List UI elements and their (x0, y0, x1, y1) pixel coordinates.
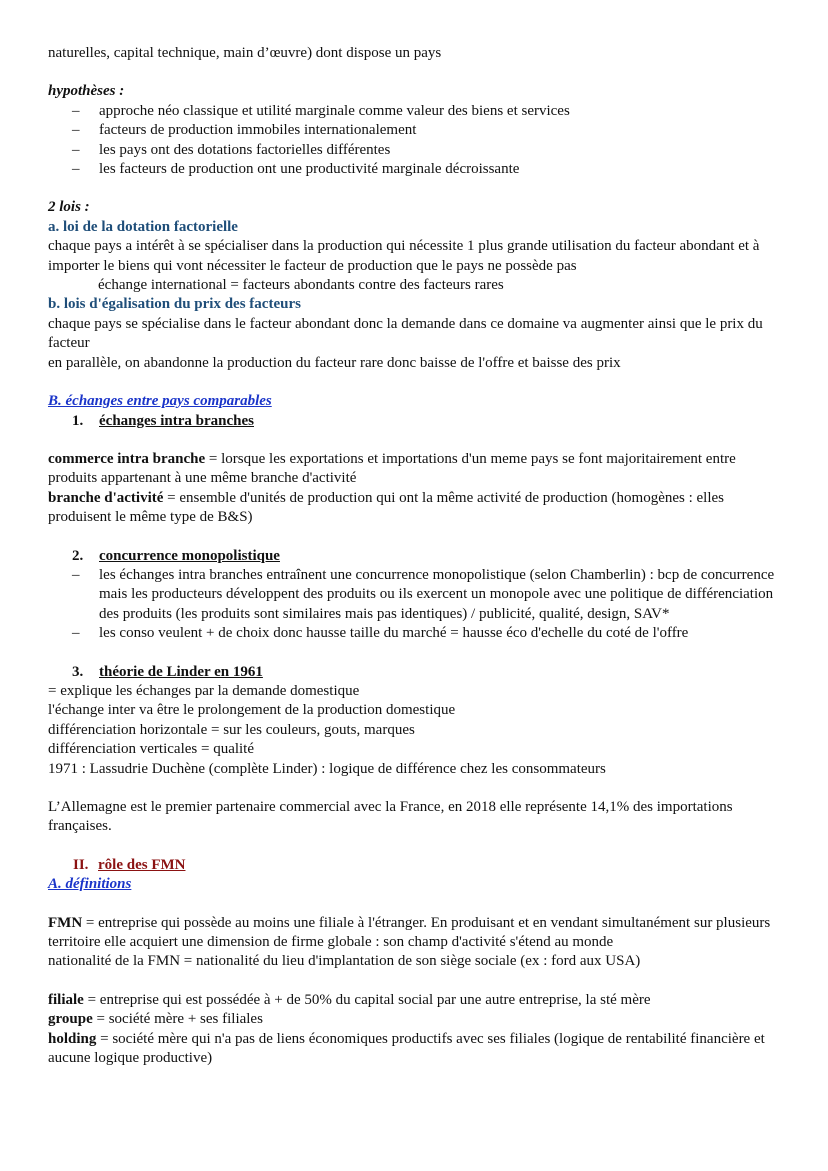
spacer (48, 63, 788, 82)
spacer (48, 528, 788, 547)
definition-commerce-intra (48, 450, 788, 489)
term: holding (48, 1030, 97, 1047)
concurrence-list (48, 566, 788, 644)
hypotheses-list (48, 102, 788, 180)
section-ii-heading (48, 856, 788, 875)
heading-number: 2. (72, 547, 84, 564)
definition-text: = entreprise qui est possédée à + de 50% du capital social par une autre entreprise, la sté mère (83, 991, 651, 1008)
linder-line: 1971 : Lassudrie Duchène (complète Linder) : logique de différence chez les consommateurs (48, 760, 606, 777)
spacer (48, 179, 788, 198)
definition-filiale (48, 991, 788, 1010)
heading-concurrence (48, 547, 788, 566)
list-item: – approche néo classique et utilité marginale comme valeur des biens et services (72, 102, 788, 121)
definition-branche (48, 489, 788, 528)
paragraph-top: naturelles, capital technique, main d’œuvre) dont dispose un pays (48, 45, 442, 61)
heading-text: rôle des FMN (98, 856, 186, 873)
definition-fmn (48, 914, 788, 953)
spacer (48, 644, 788, 663)
heading-intra-branches (48, 412, 788, 431)
term: FMN (48, 914, 83, 931)
term: branche d'activité (48, 489, 164, 506)
list-item: – les pays ont des dotations factorielles différentes (72, 141, 788, 160)
list-item: – facteurs de production immobiles internationalement (72, 121, 788, 140)
spacer (48, 779, 788, 798)
loi-a-indent: échange international = facteurs abondants contre des facteurs rares (98, 277, 504, 294)
heading-number: II. (73, 856, 89, 873)
heading-text: échanges intra branches (99, 412, 254, 429)
lois-heading: 2 lois : (48, 199, 90, 216)
heading-number: 3. (72, 663, 84, 680)
definition-text: = lorsque les exportations et importations d'un meme pays se font majoritairement entre produits appartenant à une même branche d'activité (48, 450, 736, 487)
heading-text: théorie de Linder en 1961 (99, 663, 263, 680)
linder-line: = explique les échanges par la demande domestique (48, 682, 360, 699)
loi-a-text: chaque pays a intérêt à se spécialiser dans la production qui nécessite 1 plus grande utilisation du facteur abondant et à importer le biens qui vont nécessiter le facteur de production que le pays ne possède pas (48, 238, 760, 274)
heading-text: concurrence monopolistique (99, 547, 280, 564)
linder-line: différenciation horizontale = sur les couleurs, gouts, marques (48, 721, 415, 738)
term: filiale (48, 991, 84, 1008)
loi-a-title: a. loi de la dotation factorielle (48, 218, 238, 235)
term: commerce intra branche (48, 450, 206, 467)
spacer (48, 895, 788, 914)
spacer (48, 972, 788, 991)
list-item: – les échanges intra branches entraînent une concurrence monopolistique (selon Chamberlin) : bcp de concurrence mais les producteurs développent des produits ou ils exercent un monopole avec une politique de différenciation des produits (les produits sont similaires mais pas identiques) / publicité, qualité, design, SAV* (72, 566, 788, 624)
section-b-link[interactable]: B. échanges entre pays comparables (48, 393, 272, 410)
definition-text: = ensemble d'unités de production qui ont la même activité de production (homogènes : elles produisent le même type de B&S) (48, 489, 725, 526)
section-b-title[interactable] (48, 392, 788, 411)
spacer (48, 373, 788, 392)
linder-line: différenciation verticales = qualité (48, 741, 255, 758)
heading-linder (48, 663, 788, 682)
definition-groupe (48, 1010, 788, 1029)
loi-b-text-1: chaque pays se spécialise dans le facteur abondant donc la demande dans ce domaine va augmenter ainsi que le prix du facteur (48, 315, 763, 352)
loi-b-text-2: en parallèle, on abandonne la production du facteur rare donc baisse de l'offre et baisse des prix (48, 354, 621, 371)
definitions-title[interactable] (48, 875, 788, 894)
definition-text: = société mère qui n'a pas de liens économiques productifs avec ses filiales (logique de rentabilité financière et aucune logique productive) (48, 1030, 765, 1067)
hypotheses-heading: hypothèses : (48, 83, 125, 100)
spacer (48, 837, 788, 856)
linder-line: l'échange inter va être le prolongement de la production domestique (48, 702, 456, 719)
definition-text: = société mère + ses filiales (92, 1011, 263, 1028)
heading-number: 1. (72, 412, 84, 429)
spacer (48, 431, 788, 450)
loi-b-title: b. lois d'égalisation du prix des facteurs (48, 296, 301, 313)
list-item: – les conso veulent + de choix donc hausse taille du marché = hausse éco d'echelle du coté de l'offre (72, 624, 788, 643)
definitions-link[interactable]: A. définitions (48, 876, 132, 893)
definition-text: = entreprise qui possède au moins une filiale à l'étranger. En produisant et en vendant simultanément sur plusieurs territoire elle acquiert une dimension de firme globale : son champ d'activité s'étend au monde (48, 914, 771, 951)
definition-holding (48, 1030, 788, 1069)
term: groupe (48, 1011, 93, 1028)
list-item: – les facteurs de production ont une productivité marginale décroissante (72, 160, 788, 179)
paragraph-nationalite: nationalité de la FMN = nationalité du lieu d'implantation de son siège sociale (ex : ford aux USA) (48, 953, 641, 970)
paragraph-allemagne: L’Allemagne est le premier partenaire commercial avec la France, en 2018 elle représente 14,1% des importations françaises. (48, 799, 733, 835)
